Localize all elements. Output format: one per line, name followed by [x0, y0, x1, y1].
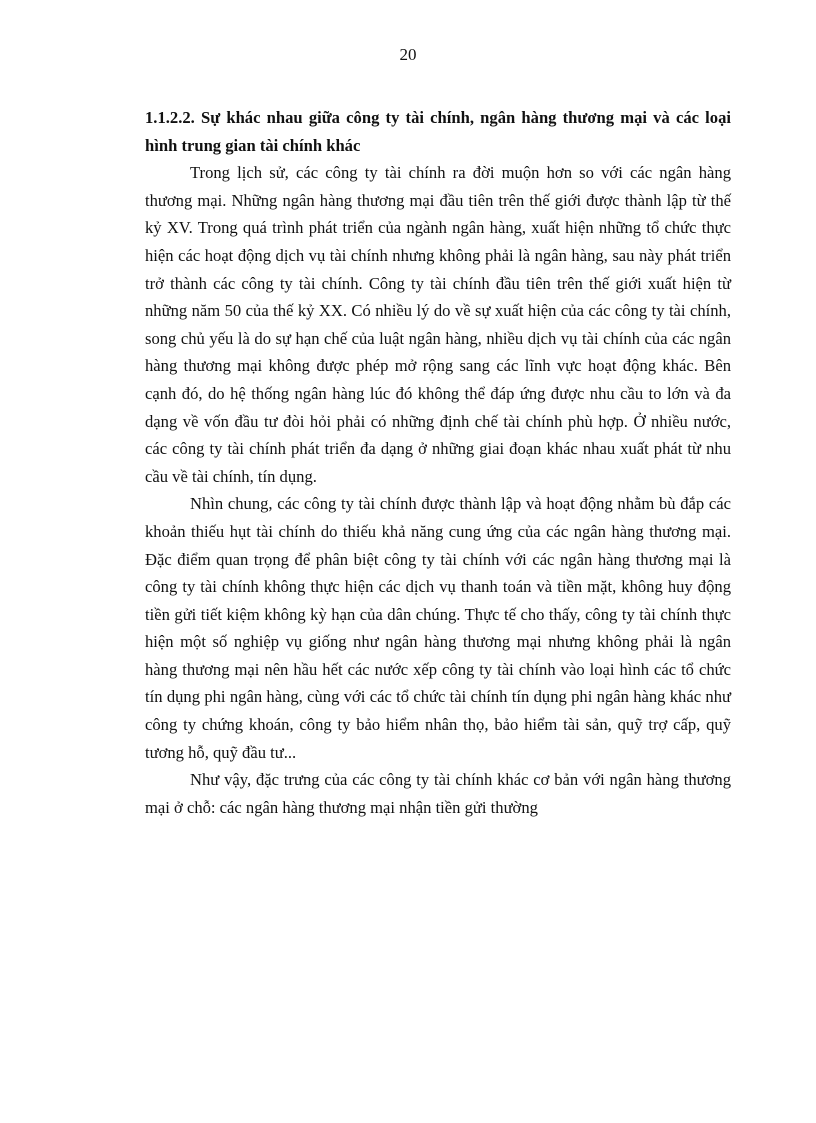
paragraph-history: Trong lịch sử, các công ty tài chính ra đời muộn hơn so với các ngân hàng thương mại. Những ngân hàng thương mại đầu tiên trên thế giới được thành lập từ thế kỷ XV. Trong quá trình phát triển của ngành ngân hàng, xuất hiện những tổ chức thực hiện các hoạt động dịch vụ tài chính nhưng không phải là ngân hàng, sau này phát triển trở thành các công ty tài chính. Công ty tài chính đầu tiên trên thế giới xuất hiện từ những năm 50 của thế kỷ XX. Có nhiều lý do về sự xuất hiện của các công ty tài chính, song chủ yếu là do sự hạn chế của luật ngân hàng, nhiều dịch vụ tài chính của các ngân hàng thương mại không được phép mở rộng sang các lĩnh vực hoạt động khác. Bên cạnh đó, do hệ thống ngân hàng lúc đó không thể đáp ứng được nhu cầu to lớn và đa dạng về vốn đầu tư đòi hỏi phải có những định chế tài chính phù hợp. Ở nhiều nước, các công ty tài chính phát triển đa dạng ở những giai đoạn khác nhau xuất phát từ nhu cầu về tài chính, tín dụng. — [145, 163, 731, 486]
document-body — [145, 104, 731, 821]
paragraph-characteristics: Như vậy, đặc trưng của các công ty tài chính khác cơ bản với ngân hàng thương mại ở chỗ: các ngân hàng thương mại nhận tiền gửi thường — [145, 770, 731, 817]
page-number: 20 — [399, 45, 417, 64]
section-heading: 1.1.2.2. Sự khác nhau giữa công ty tài chính, ngân hàng thương mại và các loại hình trung gian tài chính khác — [145, 108, 731, 155]
paragraph-overview: Nhìn chung, các công ty tài chính được thành lập và hoạt động nhằm bù đắp các khoản thiếu hụt tài chính do thiếu khả năng cung ứng của các ngân hàng thương mại. Đặc điểm quan trọng để phân biệt công ty tài chính với các ngân hàng thương mại là công ty tài chính không thực hiện các dịch vụ thanh toán và tiền mặt, không huy động tiền gửi tiết kiệm không kỳ hạn của dân chúng. Thực tế cho thấy, công ty tài chính thực hiện một số nghiệp vụ giống như ngân hàng thương mại nhưng không phải là ngân hàng thương mại nên hầu hết các nước xếp công ty tài chính vào loại hình các tổ chức tín dụng phi ngân hàng, cùng với các tổ chức tài chính tín dụng phi ngân hàng khác như công ty chứng khoán, công ty bảo hiểm nhân thọ, bảo hiểm tài sản, quỹ trợ cấp, quỹ tương hỗ, quỹ đầu tư... — [145, 494, 731, 762]
